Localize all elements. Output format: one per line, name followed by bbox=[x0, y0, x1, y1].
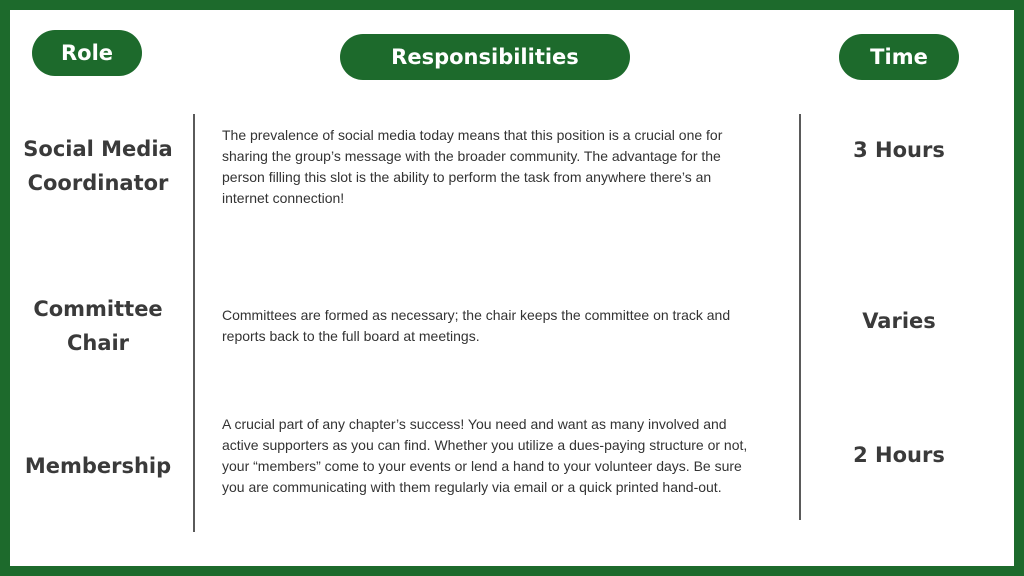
responsibility-social-media-coordinator: The prevalence of social media today means that this position is a crucial one for sharing the group’s message with the broader community. The advantage for the person filling this slot is the ability to perform the task from anywhere there’s an internet connection! bbox=[222, 127, 723, 206]
left-column-divider bbox=[193, 114, 195, 532]
responsibility-committee-chair: Committees are formed as necessary; the chair keeps the committee on track and reports back to the full board at meetings. bbox=[222, 307, 731, 344]
role-social-media-coordinator: Social Media Coordinator bbox=[23, 137, 173, 195]
time-header-pill bbox=[839, 34, 959, 80]
right-column-divider bbox=[799, 114, 801, 520]
time-header-label: Time bbox=[870, 45, 928, 69]
responsibilities-header-label: Responsibilities bbox=[391, 45, 579, 69]
time-membership: 2 Hours bbox=[853, 443, 945, 467]
time-social-media-coordinator: 3 Hours bbox=[853, 138, 945, 162]
slide-frame bbox=[10, 10, 1014, 566]
responsibilities-header-pill bbox=[340, 34, 630, 80]
role-header-pill bbox=[32, 30, 142, 76]
role-header-label: Role bbox=[60, 41, 114, 65]
responsibility-membership: A crucial part of any chapter’s success! You need and want as many involved and active supporters as you can find. Whether you utilize a dues-paying structure or not, your “members” come to your events or lend a hand to your volunteer days. Be sure you are communicating with them regularly via email or a quick printed hand-out. bbox=[222, 416, 748, 495]
role-committee-chair: Committee Chair bbox=[33, 297, 163, 355]
time-committee-chair: Varies bbox=[862, 309, 936, 333]
role-membership: Membership bbox=[24, 454, 172, 478]
